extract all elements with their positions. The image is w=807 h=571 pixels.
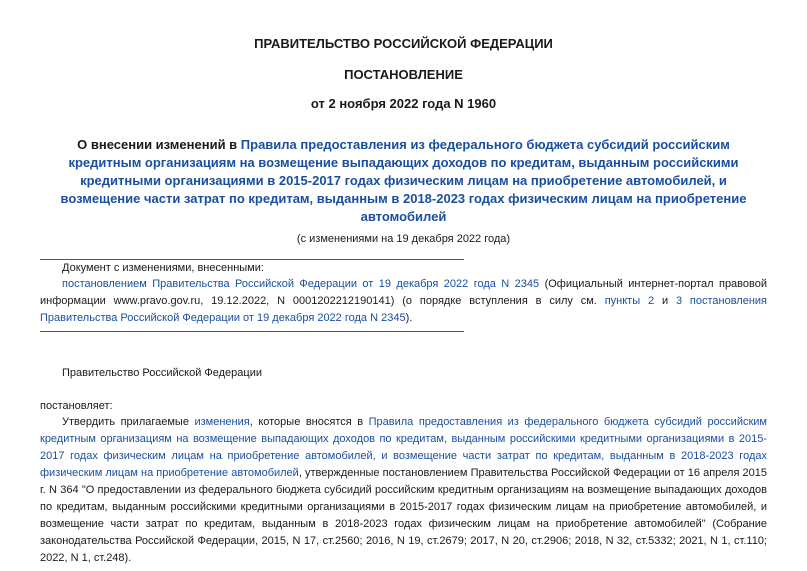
changes-source-text: (Официальный интернет-портал правовой информации www.pravo.gov.ru, 19.12.2022, N 0001202212190141) (о порядке вступления в силу см. bbox=[40, 278, 767, 307]
divider-bottom bbox=[40, 331, 464, 332]
government-name: Правительство Российской Федерации bbox=[62, 367, 262, 379]
resolution-2345-link[interactable]: постановлением Правительства Российской Федерации от 19 декабря 2022 года N 2345 bbox=[62, 278, 540, 290]
changes-label: Документ с изменениями, внесенными: bbox=[62, 262, 264, 274]
changes-link[interactable]: изменения bbox=[194, 416, 250, 428]
body-text-1: Утвердить прилагаемые bbox=[62, 416, 195, 428]
body-text-2: , которые вносятся в bbox=[249, 416, 369, 428]
body-paragraph bbox=[40, 414, 767, 567]
divider-top bbox=[40, 259, 464, 260]
resolves-text: постановляет: bbox=[40, 400, 113, 412]
title-rules-link[interactable]: Правила предоставления из федерального бюджета субсидий российским кредитным организациям на возмещение выпадающих доходов по кредитам, выданным российскими кредитными организациями в 2015-2017 годах физическим лицам на приобретение автомобилей, и возмещение части затрат по кредитам, выданным в 2018-2023 годах физическим лицам на приобретение автомобилей bbox=[60, 137, 747, 224]
body-text-3: , утвержденные постановлением Правительства Российской Федерации от 16 апреля 2015 г. N 364 "О предоставлении из федерального бюджета субсидий российским кредитным организациям на возмещение выпадающих доходов по кредитам, выданным российскими кредитными организациями в 2015-2017 годах физическим лицам на приобретение автомобилей, и возмещение части затрат по кредитам, выданным в 2018-2023 годах физическим лицам на приобретение автомобилей" (Собрание законодательства Российской Федерации, 2015, N 17, ст.2560; 2016, N 19, ст.2679; 2017, N 20, ст.2906; 2018, N 32, ст.5332; 2021, N 1, ст.110; 2022, N 1, ст.248). bbox=[40, 467, 767, 564]
rules-link[interactable]: Правила предоставления из федерального бюджета субсидий российским кредитным организациям на возмещение выпадающих доходов по кредитам, выданным российскими кредитными организациями в 2015-2017 годах физическим лицам на приобретение автомобилей, и возмещение части затрат по кредитам, выданным в 2018-2023 годах физическим лицам на приобретение автомобилей bbox=[40, 416, 767, 479]
document-title bbox=[52, 136, 755, 226]
government-heading: ПРАВИТЕЛЬСТВО РОССИЙСКОЙ ФЕДЕРАЦИИ bbox=[254, 36, 553, 51]
document-date-number: от 2 ноября 2022 года N 1960 bbox=[310, 96, 497, 111]
document-type-heading: ПОСТАНОВЛЕНИЕ bbox=[344, 67, 463, 82]
point-3-link[interactable]: 3 постановления Правительства Российской Федерации от 19 декабря 2022 года N 2345 bbox=[40, 295, 768, 324]
changes-and-text: и bbox=[654, 295, 676, 307]
changes-paragraph bbox=[40, 276, 767, 327]
point-2-link[interactable]: пункты 2 bbox=[604, 295, 655, 307]
amendment-note: (с изменениями на 19 декабря 2022 года) bbox=[296, 233, 511, 245]
changes-end-text: ). bbox=[405, 312, 413, 324]
title-prefix: О внесении изменений в bbox=[77, 137, 241, 152]
